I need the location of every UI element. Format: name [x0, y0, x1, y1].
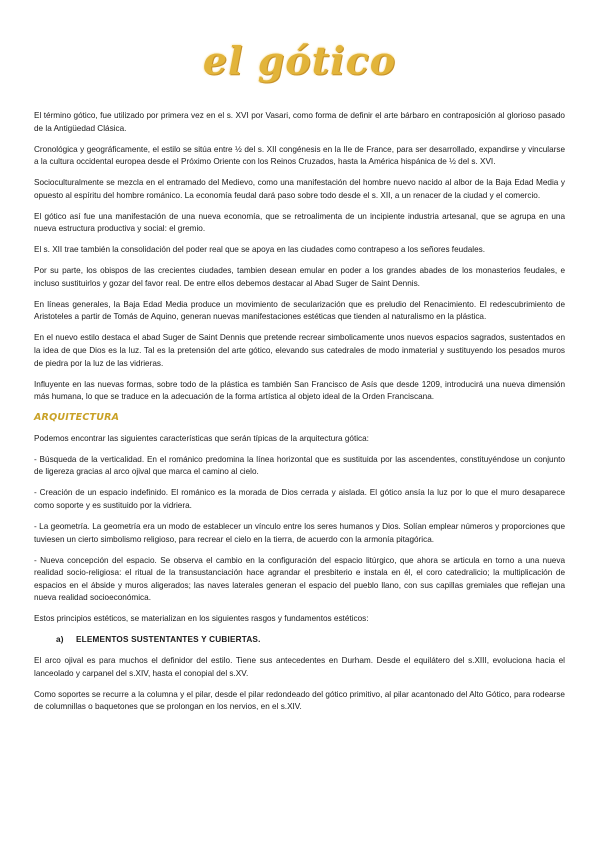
list-item: - Creación de un espacio indefinido. El románico es la morada de Dios cerrada y aislada. El gótico ansía la luz por lo que el muro desaparece como soporte y es sustituido por la vidriera.: [34, 488, 565, 510]
paragraph: El s. XII trae también la consolidación del poder real que se apoya en las ciudades como contrapeso a los señores feudales.: [34, 245, 486, 255]
paragraph: Cronológica y geográficamente, el estilo se sitúa entre ½ del s. XII congénesis en la Ile de France, para ser desarrollado, expandirse y vincularse a la cultura occidental europea desde el Próximo Oriente con los Reinos Cruzados, hasta la América hispánica de ½ del s. XVI.: [34, 144, 565, 167]
principles-paragraph: Estos principios estéticos, se materializan en los siguientes rasgos y fundamentos estéticos:: [34, 614, 369, 624]
paragraph: En el nuevo estilo destaca el abad Suger de Saint Dennis que pretende recrear simbolicamente unos nuevos espacios sagrados, sustentados en la idea de que Dios es la luz. Tal es la pretensión del arte gótico, elevando sus catedrales de modo inmaterial y sustituyendo los pesados muros de piedra por la luz de las vidrieras.: [34, 333, 565, 368]
paragraph: Por su parte, los obispos de las crecientes ciudades, tambien desean emular en poder a los grandes abades de los monasterios feudales, e incluso sustituirlos y gozar del favor real. De entre ellos debemos destacar al Abad Suger de Saint Dennis.: [34, 266, 565, 288]
paragraph: Socioculturalmente se mezcla en el entramado del Medievo, como una manifestación del hombre nuevo nacido al albor de la Baja Edad Media y opuesto al espíritu del hombre románico. La economía feudal dará paso sobre todo desde el s. XII, a un renacer de la ciudad y el comercio.: [34, 178, 565, 200]
list-item: - Búsqueda de la verticalidad. En el románico predomina la línea horizontal que es sustituida por las ascendentes, constituyéndose un conjunto de ligereza gracias al arco ojival que marca el camino al cielo.: [34, 454, 565, 477]
paragraph: Como soportes se recurre a la columna y el pilar, desde el pilar redondeado del gótico primitivo, al pilar acantonado del Alto Gótico, para rodearse de columnillas o baquetones que se prolongan en los nervios, en el s.XIV.: [34, 689, 565, 712]
section-intro: Podemos encontrar las siguientes características que serán típicas de la arquitectura gótica:: [34, 433, 369, 443]
paragraph: El término gótico, fue utilizado por primera vez en el s. XVI por Vasari, como forma de definir el arte bárbaro en contraposición al glorioso pasado de la Antigüedad Clásica.: [34, 111, 565, 133]
section-heading: ARQUITECTURA: [34, 412, 120, 424]
page-title: el gótico: [202, 38, 397, 83]
subheading: [34, 634, 565, 647]
list-item: - Nueva concepción del espacio. Se observa el cambio en la configuración del espacio litúrgico, que ahora se articula en torno a una nueva realidad socio-religiosa: el ritual de la transustanciación hace agrandar el presbiterio e instala en él, el coro catedralicio; la multiplicación de espacios en el ábside y muros aligerados; las naves laterales generan el espacio del pueblo llano, con sus capillas gremiales que reflejan una nueva realidad socioeconómica.: [34, 555, 565, 603]
list-item: - La geometría. La geometría era un modo de establecer un vínculo entre los seres humanos y Dios. Solían emplear números y proporciones que tuviesen un cierto simbolismo religioso, para recrear el cielo en la tierra, de acuerdo con la armonía pitagórica.: [34, 521, 565, 544]
paragraph: En líneas generales, la Baja Edad Media produce un movimiento de secularización que es preludio del Renacimiento. El redescubrimiento de Aristoteles a partir de Tomás de Aquino, generan nuevas manifestaciones estéticas que tienden al naturalismo en la plástica.: [34, 299, 565, 322]
document-body: [34, 110, 565, 722]
subheading-marker: a): [56, 635, 64, 645]
paragraph: Influyente en las nuevas formas, sobre todo de la plástica es también San Francisco de Asís que desde 1209, introducirá una nueva dimensión más humana, lo que se traduce en la adecuación de la forma artística al objeto ideal de la Orden Franciscana.: [34, 379, 565, 402]
subheading-text: ELEMENTOS SUSTENTANTES Y CUBIERTAS.: [76, 635, 261, 645]
paragraph: El arco ojival es para muchos el definidor del estilo. Tiene sus antecedentes en Durham. Desde el equilátero del s.XIII, evoluciona hacia el lanceolado y carpanel del s.XIV, hasta el conopial del s.XV.: [34, 656, 565, 678]
paragraph: El gótico así fue una manifestación de una nueva economía, que se retroalimenta de un incipiente industria artesanal, que se agrupa en una nueva estructura productiva y social: el gremio.: [34, 211, 565, 234]
